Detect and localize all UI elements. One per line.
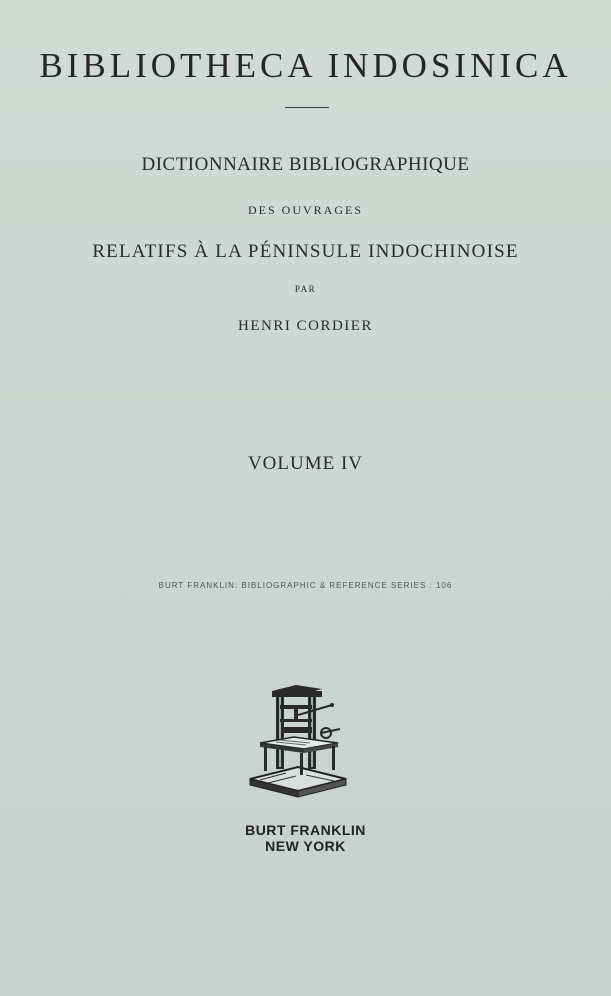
author-name: HENRI CORDIER [238, 318, 373, 334]
subtitle-line-3: RELATIFS À LA PÉNINSULE INDOCHINOISE [92, 241, 519, 262]
printing-press-icon [246, 683, 350, 799]
by-label: PAR [294, 284, 317, 294]
volume-label: VOLUME IV [247, 453, 364, 474]
book-title: BIBLIOTHECA INDOSINICA [39, 46, 572, 85]
title-divider [285, 107, 329, 108]
subtitle-line-2: DES OUVRAGES [247, 203, 363, 217]
series-line: BURT FRANKLIN: BIBLIOGRAPHIC & REFERENCE SERIES : 106 [158, 581, 453, 590]
publisher-name: BURT FRANKLIN [245, 822, 366, 838]
subtitle-line-1: DICTIONNAIRE BIBLIOGRAPHIQUE [141, 154, 470, 175]
publisher-city: NEW YORK [265, 838, 346, 854]
